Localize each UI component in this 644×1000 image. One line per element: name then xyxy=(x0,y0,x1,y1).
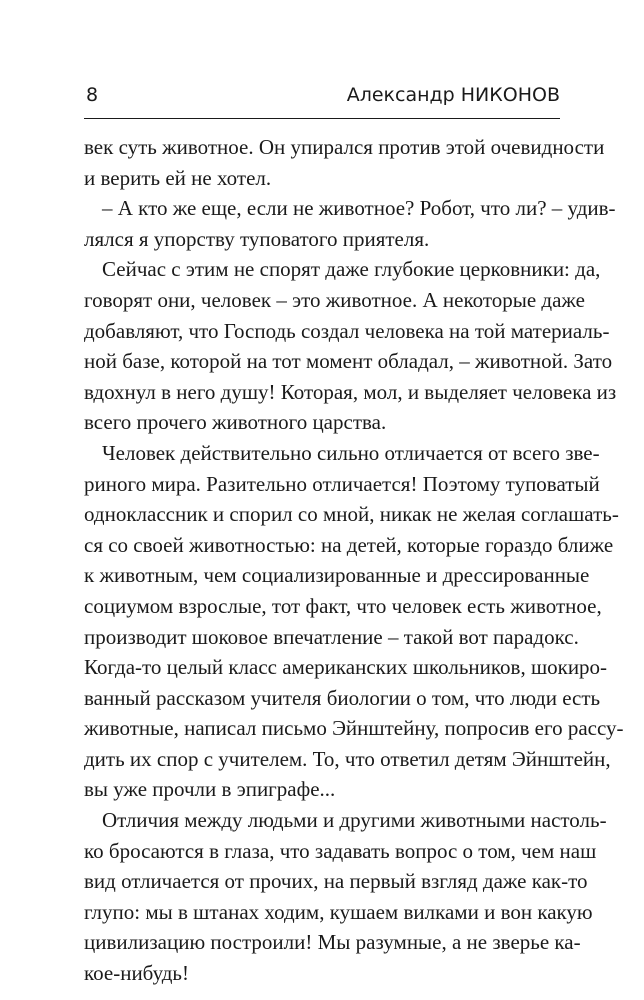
page-number: 8 xyxy=(86,84,99,106)
paragraph xyxy=(84,193,616,254)
text-line: производит шоковое впечатление – такой вот парадокс. xyxy=(84,624,579,649)
text-line: ной базе, которой на тот момент обладал, – животной. Зато xyxy=(84,349,613,374)
text-line: животные, написал письмо Эйнштейну, попросив его рассу- xyxy=(84,716,624,741)
text-line: Сейчас с этим не спорят даже глубокие церковники: да, xyxy=(102,257,601,282)
text-line: вид отличается от прочих, на первый взгляд даже как-то xyxy=(84,869,588,894)
text-line: лялся я упорству туповатого приятеля. xyxy=(84,226,430,251)
text-line: к животным, чем социализированные и дрессированные xyxy=(84,563,590,588)
text-line: глупо: мы в штанах ходим, кушаем вилками и вон какую xyxy=(84,899,593,924)
text-line: век суть животное. Он упирался против этой очевидности xyxy=(84,135,605,159)
text-line: риного мира. Разительно отличается! Поэтому туповатый xyxy=(84,471,600,496)
text-line: социумом взрослые, тот факт, что человек есть животное, xyxy=(84,593,602,618)
paragraph xyxy=(84,438,624,805)
text-line: вы уже прочли в эпиграфе... xyxy=(84,777,336,802)
text-line: ся со своей животностью: на детей, которые гораздо ближе xyxy=(84,532,614,557)
text-line: дить их спор с учителем. То, что ответил детям Эйнштейн, xyxy=(84,746,611,771)
running-head-author: Александр НИКОНОВ xyxy=(346,84,560,106)
text-line: Когда-то целый класс американских школьников, шокиро- xyxy=(84,655,608,680)
paragraph xyxy=(84,254,617,438)
text-line: всего прочего животного царства. xyxy=(84,410,387,435)
text-line: говорят они, человек – это животное. А некоторые даже xyxy=(84,287,585,312)
text-line: добавляют, что Господь создал человека на той материаль- xyxy=(84,318,610,343)
text-line: вдохнул в него душу! Которая, мол, и выделяет человека из xyxy=(84,379,617,404)
text-line: кое-нибудь! xyxy=(84,961,189,986)
text-line: – А кто же еще, если не животное? Робот, что ли? – удив- xyxy=(102,196,616,221)
text-line: Отличия между людьми и другими животными настоль- xyxy=(102,808,607,833)
body-text xyxy=(84,132,624,989)
header-rule xyxy=(84,118,560,119)
text-line: ванный рассказом учителя биологии о том, что люди есть xyxy=(84,685,601,710)
paragraph xyxy=(84,132,605,193)
text-line: ко бросаются в глаза, что задавать вопрос о том, чем наш xyxy=(84,838,597,863)
text-line: и верить ей не хотел. xyxy=(84,165,272,190)
text-line: цивилизацию построили! Мы разумные, а не зверье ка- xyxy=(84,930,581,955)
page-header xyxy=(84,84,560,118)
text-line: одноклассник и спорил со мной, никак не желая соглашать- xyxy=(84,502,619,527)
text-line: Человек действительно сильно отличается от всего зве- xyxy=(102,440,600,465)
paragraph xyxy=(84,805,607,989)
